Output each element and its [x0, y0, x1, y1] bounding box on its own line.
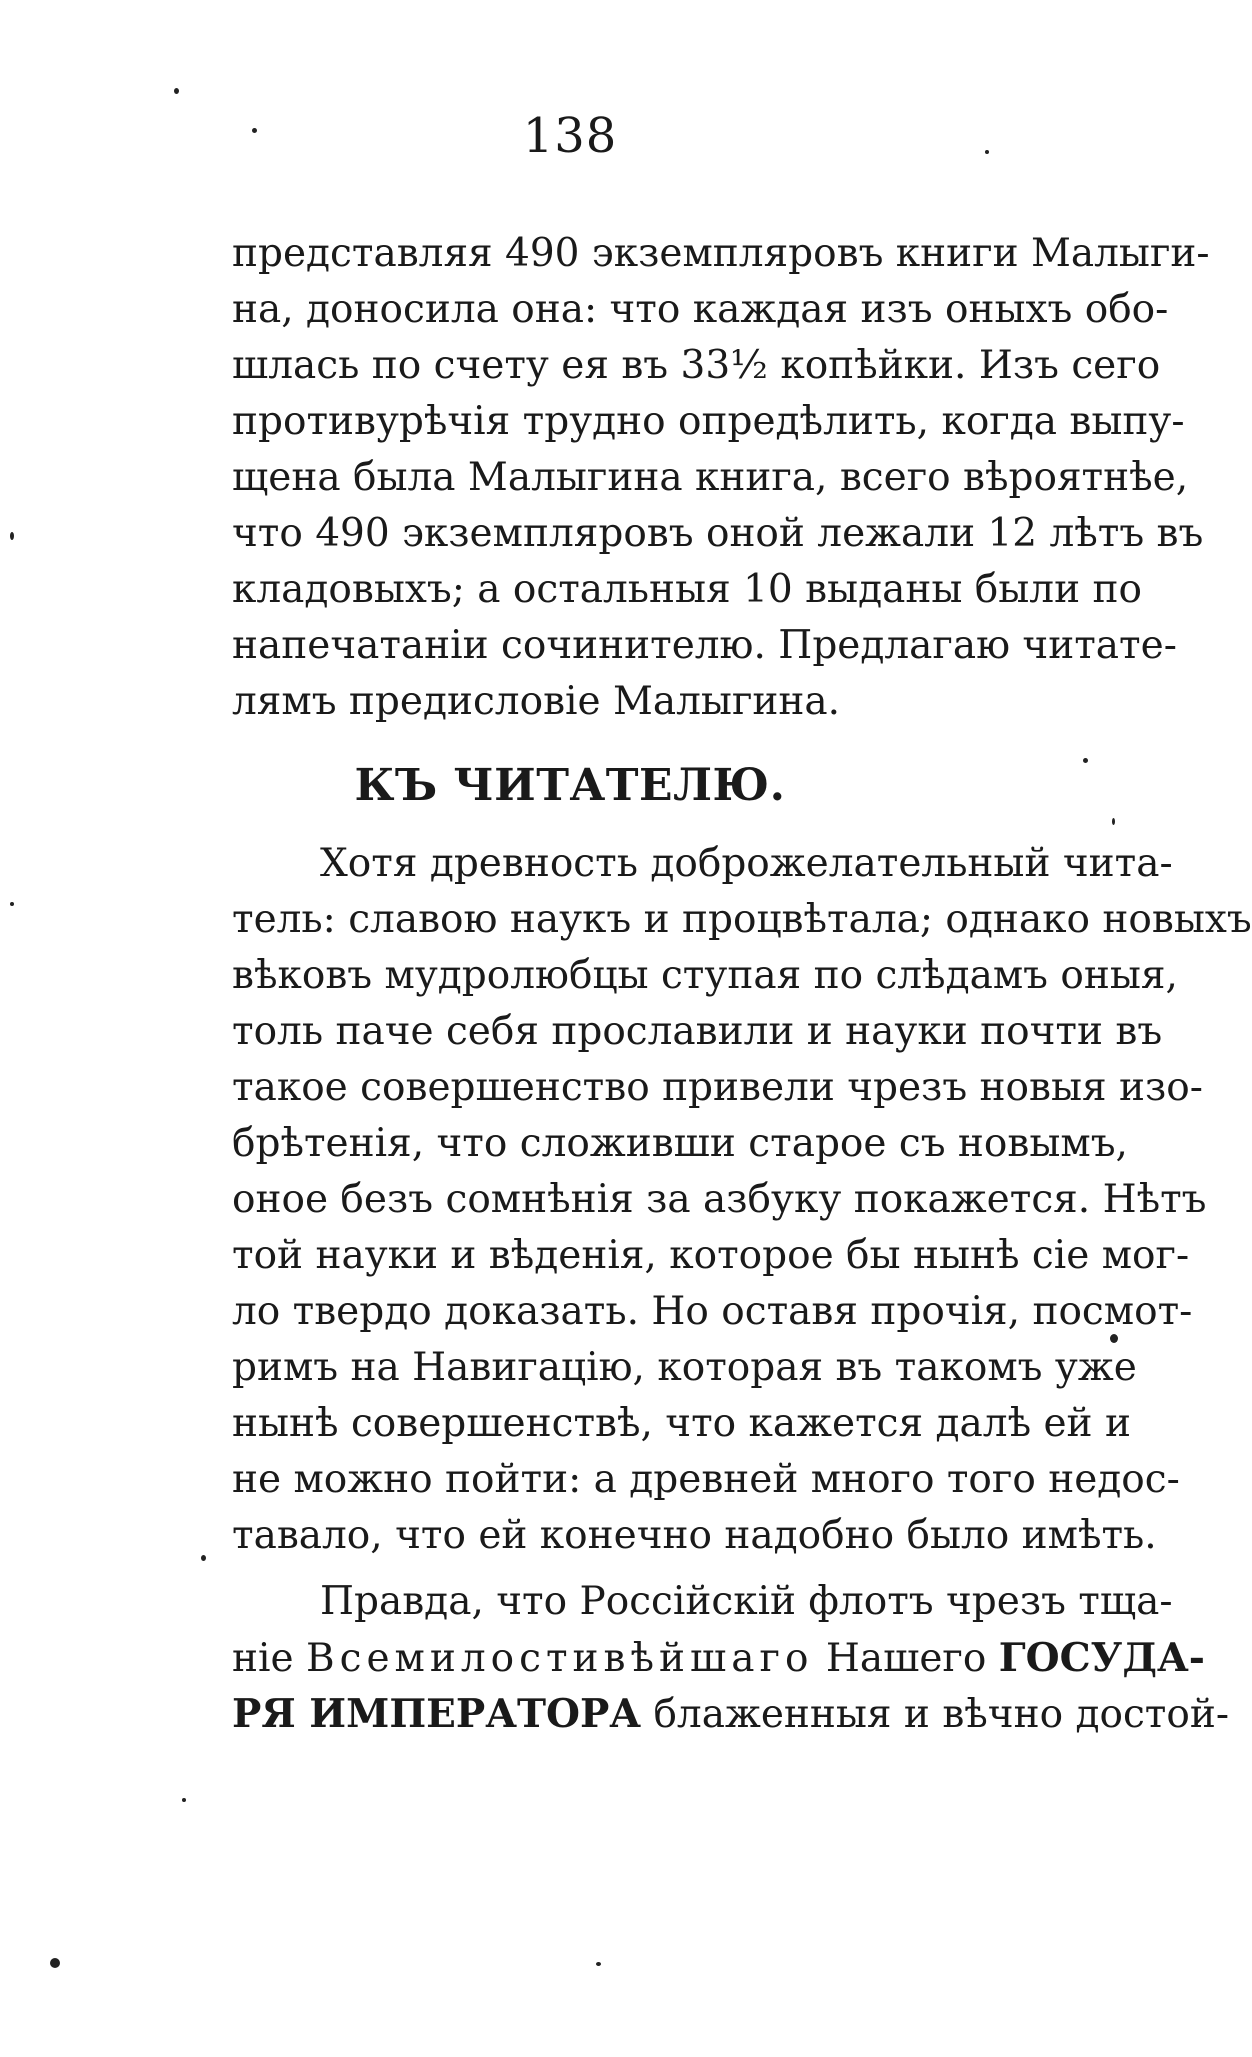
scan-speck: [201, 1555, 206, 1561]
emphasized-word: Всемилостивѣйшаго: [305, 1636, 814, 1681]
scan-speck: [10, 902, 14, 906]
text-line: той науки и вѣденія, которое бы нынѣ сіе мог-: [232, 1233, 1190, 1278]
text-line: лямъ предисловіе Малыгина.: [232, 679, 841, 724]
text-line: римъ на Навигацію, которая въ такомъ уже: [232, 1345, 1137, 1390]
text-line: на, доносила она: что каждая изъ оныхъ обо-: [232, 287, 1169, 332]
text-line: Хотя древность доброжелательный чита-: [320, 841, 1173, 886]
scan-speck: [1110, 1334, 1118, 1343]
text-line: щена была Малыгина книга, всего вѣроятнѣе,: [232, 455, 1189, 500]
text-line: не можно пойти: а древней много того недос-: [232, 1457, 1180, 1502]
paragraph-3: [232, 1574, 1230, 1742]
emphasized-word: РЯ ИМПЕРАТОРА: [232, 1691, 642, 1737]
text-line: такое совершенство привели чрезъ новыя изо-: [232, 1065, 1203, 1110]
page-number: 138: [522, 108, 618, 164]
text-line: противурѣчія трудно опредѣлить, когда выпу-: [232, 399, 1185, 444]
scan-speck: [10, 532, 14, 540]
text-line: толь паче себя прославили и науки почти въ: [232, 1009, 1163, 1054]
paragraph-2: [232, 836, 1252, 1564]
text-line: вѣковъ мудролюбцы ступая по слѣдамъ оныя,: [232, 953, 1178, 998]
text-line: тавало, что ей конечно надобно было имѣть.: [232, 1513, 1157, 1558]
text-line: [232, 1630, 1205, 1686]
text-fragment: ніе: [232, 1636, 306, 1681]
text-fragment: Нашего: [813, 1636, 999, 1681]
text-line: напечатаніи сочинителю. Предлагаю читате-: [232, 623, 1177, 668]
scan-speck: [252, 128, 257, 133]
text-line: представляя 490 экземпляровъ книги Малыги-: [232, 231, 1210, 276]
section-heading: КЪ ЧИТАТЕЛЮ.: [354, 760, 786, 811]
text-line: нынѣ совершенствѣ, что кажется далѣ ей и: [232, 1401, 1131, 1446]
text-line: кладовыхъ; а остальныя 10 выданы были по: [232, 567, 1142, 612]
text-line: брѣтенія, что сложивши старое съ новымъ,: [232, 1121, 1128, 1166]
scan-speck: [1112, 818, 1115, 825]
text-line: оное безъ сомнѣнія за азбуку покажется. Нѣтъ: [232, 1177, 1207, 1222]
text-fragment: блаженныя и вѣчно достой-: [641, 1692, 1230, 1737]
scan-speck: [985, 150, 989, 154]
scan-speck: [596, 1962, 601, 1966]
text-line: ло твердо доказать. Но оставя прочія, посмот-: [232, 1289, 1193, 1334]
emphasized-word: ГОСУДА-: [998, 1635, 1205, 1681]
text-line: тель: славою наукъ и процвѣтала; однако новыхъ: [232, 897, 1252, 942]
text-line: шлась по счету ея въ 33½ копѣйки. Изъ сего: [232, 343, 1161, 388]
text-line: [232, 1686, 1230, 1742]
paragraph-1: [232, 226, 1210, 730]
text-line: что 490 экземпляровъ оной лежали 12 лѣтъ въ: [232, 511, 1204, 556]
scan-speck: [174, 88, 179, 94]
scan-speck: [1083, 758, 1088, 763]
scan-speck: [182, 1798, 186, 1802]
text-line: Правда, что Россійскій флотъ чрезъ тща-: [320, 1579, 1173, 1624]
scan-speck: [50, 1958, 60, 1968]
